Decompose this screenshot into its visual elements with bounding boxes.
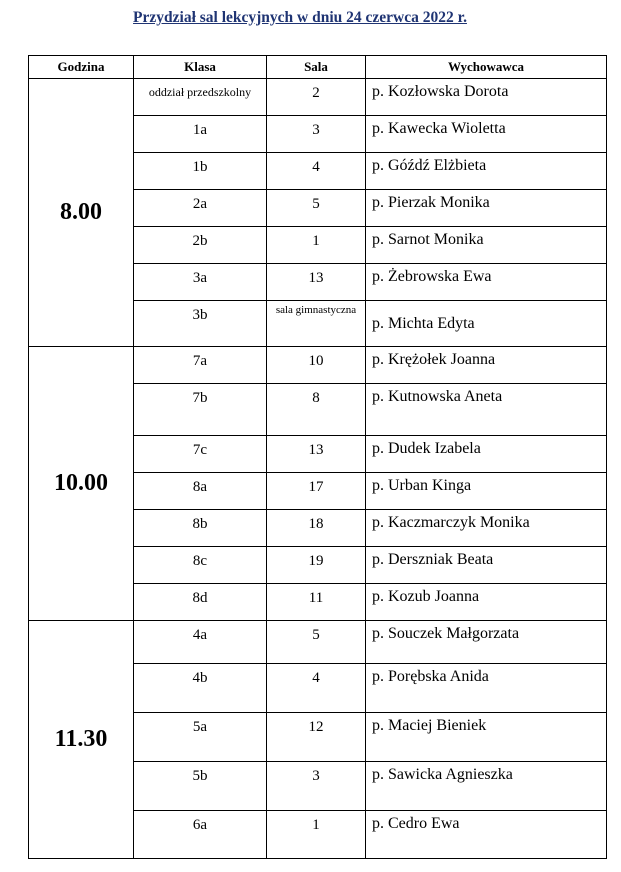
klasa-cell: 4a [134,621,267,664]
klasa-cell: 7a [134,347,267,384]
wychowawca-cell: p. Dudek Izabela [366,436,607,473]
klasa-cell: oddział przedszkolny [134,79,267,116]
wychowawca-cell: p. Kozub Joanna [366,584,607,621]
wychowawca-cell: p. Żebrowska Ewa [366,264,607,301]
wychowawca-cell: p. Krężołek Joanna [366,347,607,384]
klasa-cell: 3a [134,264,267,301]
sala-cell: 8 [267,384,366,436]
table-row [29,621,607,664]
wychowawca-cell: p. Kaczmarczyk Monika [366,510,607,547]
klasa-cell: 1b [134,153,267,190]
page-title: Przydział sal lekcyjnych w dniu 24 czerwca 2022 r. [133,9,467,26]
wychowawca-cell: p. Pierzak Monika [366,190,607,227]
sala-cell: 4 [267,153,366,190]
wychowawca-cell: p. Sawicka Agnieszka [366,762,607,811]
wychowawca-cell: p. Derszniak Beata [366,547,607,584]
wychowawca-cell: p. Góźdź Elżbieta [366,153,607,190]
schedule-table [28,55,607,859]
header-godzina: Godzina [29,56,134,79]
header-row [29,56,607,79]
sala-cell: 2 [267,79,366,116]
table-row [29,347,607,384]
sala-cell: 3 [267,116,366,153]
sala-cell: 3 [267,762,366,811]
klasa-cell: 6a [134,811,267,859]
sala-cell: 17 [267,473,366,510]
klasa-cell: 4b [134,664,267,713]
wychowawca-cell: p. Maciej Bieniek [366,713,607,762]
sala-cell: 1 [267,811,366,859]
wychowawca-cell: p. Souczek Małgorzata [366,621,607,664]
sala-cell: 13 [267,264,366,301]
klasa-cell: 8b [134,510,267,547]
klasa-cell: 8c [134,547,267,584]
klasa-cell: 8a [134,473,267,510]
header-klasa: Klasa [134,56,267,79]
wychowawca-cell: p. Kutnowska Aneta [366,384,607,436]
wychowawca-cell: p. Urban Kinga [366,473,607,510]
sala-cell: 18 [267,510,366,547]
hour-cell: 10.00 [29,347,134,621]
wychowawca-cell: p. Michta Edyta [366,301,607,347]
wychowawca-cell: p. Kawecka Wioletta [366,116,607,153]
hour-cell: 8.00 [29,79,134,347]
wychowawca-cell: p. Sarnot Monika [366,227,607,264]
wychowawca-cell: p. Porębska Anida [366,664,607,713]
table-row [29,79,607,116]
sala-cell: 1 [267,227,366,264]
header-wychowawca: Wychowawca [366,56,607,79]
klasa-cell: 3b [134,301,267,347]
header-sala: Sala [267,56,366,79]
klasa-cell: 8d [134,584,267,621]
sala-cell: 10 [267,347,366,384]
klasa-cell: 1a [134,116,267,153]
sala-cell: 12 [267,713,366,762]
sala-cell: 13 [267,436,366,473]
wychowawca-cell: p. Kozłowska Dorota [366,79,607,116]
hour-cell: 11.30 [29,621,134,859]
klasa-cell: 7b [134,384,267,436]
sala-cell: 4 [267,664,366,713]
sala-cell: 5 [267,621,366,664]
klasa-cell: 5b [134,762,267,811]
sala-cell: 5 [267,190,366,227]
sala-cell: 11 [267,584,366,621]
klasa-cell: 7c [134,436,267,473]
klasa-cell: 2b [134,227,267,264]
klasa-cell: 2a [134,190,267,227]
wychowawca-cell: p. Cedro Ewa [366,811,607,859]
sala-cell: 19 [267,547,366,584]
sala-cell: sala gimnastyczna [267,301,366,347]
klasa-cell: 5a [134,713,267,762]
